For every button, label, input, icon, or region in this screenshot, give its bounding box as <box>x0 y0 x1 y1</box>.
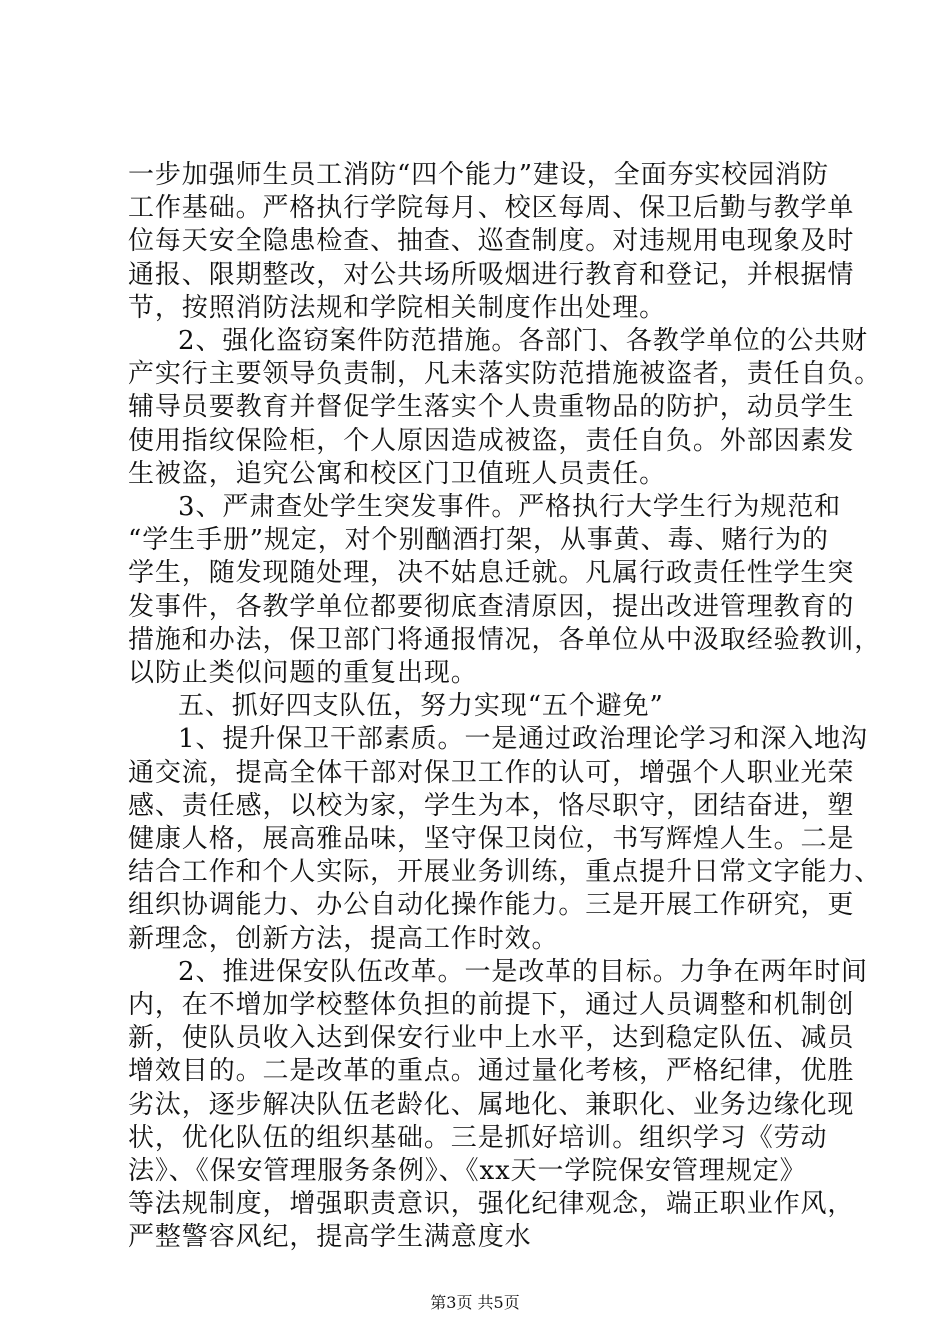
text-line: 通报、限期整改，对公共场所吸烟进行教育和登记，并根据情 <box>128 259 855 290</box>
text-line: 健康人格，展高雅品味，坚守保卫岗位，书写辉煌人生。二是 <box>128 824 855 854</box>
text-line: 1、提升保卫干部素质。一是通过政治理论学习和深入地沟 <box>178 724 868 755</box>
text-line: 生被盗，追究公寓和校区门卫值班人员责任。 <box>128 458 667 489</box>
text-line: 工作基础。严格执行学院每月、校区每周、保卫后勤与教学单 <box>128 193 855 224</box>
text-line: 一步加强师生员工消防“四个能力”建设，全面夯实校园消防 <box>128 160 829 190</box>
text-line: 劣汰，逐步解决队伍老龄化、属地化、兼职化、业务边缘化现 <box>128 1089 855 1120</box>
text-line: 新，使队员收入达到保安行业中上水平，达到稳定队伍、减员 <box>128 1023 855 1054</box>
text-line: 新理念，创新方法，提高工作时效。 <box>128 923 559 954</box>
text-line: 2、强化盗窃案件防范措施。各部门、各教学单位的公共财 <box>178 326 868 356</box>
text-line: 感、责任感，以校为家，学生为本，恪尽职守，团结奋进，塑 <box>128 790 855 821</box>
text-line: 产实行主要领导负责制，凡未落实防范措施被盗者，责任自负。 <box>128 359 882 390</box>
text-line: 辅导员要教育并督促学生落实个人贵重物品的防护，动员学生 <box>128 392 855 423</box>
text-line: 节，按照消防法规和学院相关制度作出处理。 <box>128 292 667 323</box>
text-line: 学生，随发现随处理，决不姑息迁就。凡属行政责任性学生突 <box>128 558 855 589</box>
text-line: 严整警容风纪，提高学生满意度水 <box>128 1222 532 1253</box>
text-line: 法》、《保安管理服务条例》、《xx天一学院保安管理规定》 <box>128 1156 807 1186</box>
text-line: 以防止类似问题的重复出现。 <box>128 658 478 688</box>
text-line: 位每天安全隐患检查、抽查、巡查制度。对违规用电现象及时 <box>128 226 855 257</box>
text-line: 措施和办法，保卫部门将通报情况，各单位从中汲取经验教训， <box>128 624 882 655</box>
text-line: “学生手册”规定，对个别酗酒打架，从事黄、毒、赌行为的 <box>128 525 829 556</box>
text-line: 使用指纹保险柜，个人原因造成被盗，责任自负。外部因素发 <box>128 425 855 456</box>
text-line: 状，优化队伍的组织基础。三是抓好培训。组织学习《劳动 <box>128 1122 828 1153</box>
text-line: 通交流，提高全体干部对保卫工作的认可，增强个人职业光荣 <box>128 757 855 788</box>
text-line: 组织协调能力、办公自动化操作能力。三是开展工作研究，更 <box>128 890 855 921</box>
text-line: 发事件，各教学单位都要彻底查清原因，提出改进管理教育的 <box>128 591 855 622</box>
text-line: 内，在不增加学校整体负担的前提下，通过人员调整和机制创 <box>128 990 855 1020</box>
page-footer: 第3页 共5页 <box>430 1293 520 1312</box>
text-line: 结合工作和个人实际，开展业务训练，重点提升日常文字能力、 <box>128 857 882 888</box>
text-line: 2、推进保安队伍改革。一是改革的目标。力争在两年时间 <box>178 956 868 987</box>
text-line: 五、抓好四支队伍，努力实现“五个避免” <box>178 691 664 722</box>
text-line: 等法规制度，增强职责意识，强化纪律观念，端正职业作风， <box>128 1189 855 1220</box>
text-line: 增效目的。二是改革的重点。通过量化考核，严格纪律，优胜 <box>128 1056 855 1087</box>
text-line: 3、严肃查处学生突发事件。严格执行大学生行为规范和 <box>178 492 842 522</box>
